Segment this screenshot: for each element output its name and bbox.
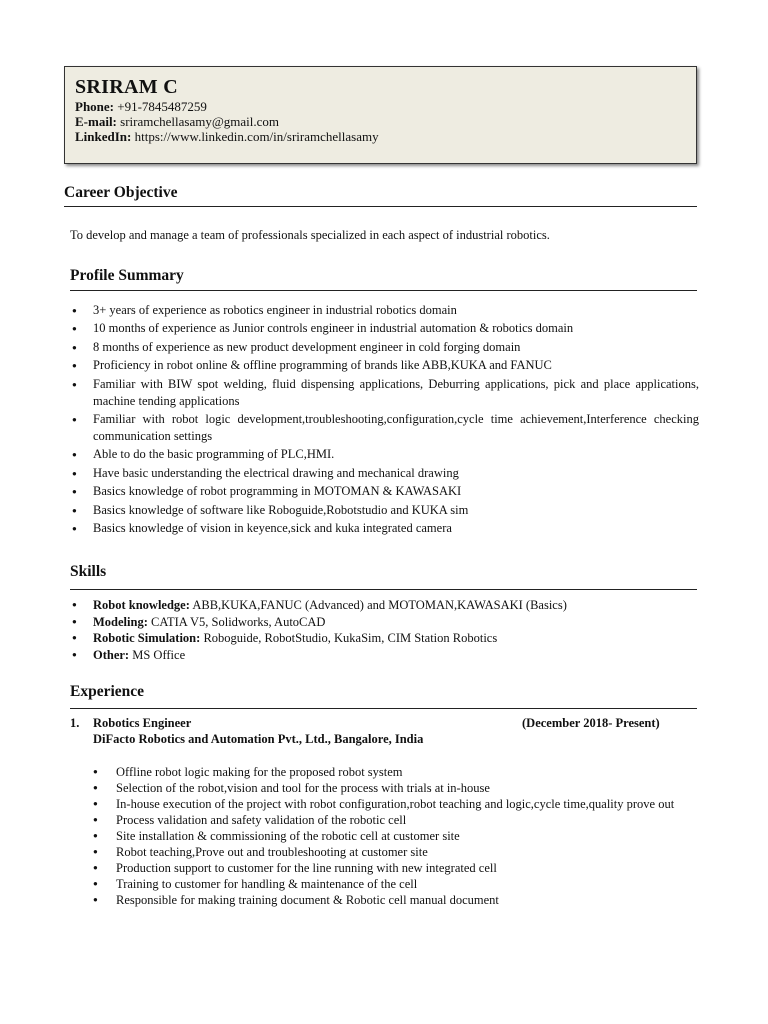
summary-item [70,502,699,519]
phone-line [75,99,696,114]
bullet-text: Familiar with robot logic development,troubleshooting,configuration,cycle time achievement,Interference checking communication settings [93,411,699,443]
bullet-icon: ● [72,649,77,659]
summary-item [70,320,699,337]
summary-item [70,483,699,500]
bullet-icon: ● [72,342,77,352]
career-objective-text: To develop and manage a team of professionals specialized in each aspect of industrial robotics. [70,228,550,242]
experience-heading: Experience [70,683,145,700]
bullet-icon: ● [72,414,77,424]
bullet-text: Basics knowledge of vision in keyence,sick and kuka integrated camera [93,520,452,535]
summary-item [70,520,699,537]
skill-label: Other: [93,647,130,662]
job-number: 1. [70,716,80,730]
bullet-icon: ● [93,847,98,856]
skill-value: Roboguide, RobotStudio, KukaSim, CIM Station Robotics [200,631,498,645]
bullet-icon: ● [72,505,77,515]
linkedin-label: LinkedIn: [75,129,132,144]
duty-item [93,812,699,828]
bullet-icon: ● [72,379,77,389]
bullet-text: Proficiency in robot online & offline programming of brands like ABB,KUKA and FANUC [93,358,552,373]
skill-value: CATIA V5, Solidworks, AutoCAD [147,614,326,629]
bullet-text: Basics knowledge of software like Roboguide,Robotstudio and KUKA sim [93,502,469,517]
bullet-icon: ● [93,799,98,808]
bullet-text: 3+ years of experience as robotics engineer in industrial robotics domain [93,303,457,317]
section-divider [70,589,697,590]
bullet-icon: ● [72,523,77,533]
job-role: Robotics Engineer [93,716,192,730]
phone-value: +91-7845487259 [117,99,207,114]
bullet-icon: ● [72,324,77,334]
bullet-icon: ● [93,879,98,888]
duty-item [93,796,699,812]
bullet-text: Robot teaching,Prove out and troubleshooting at customer site [116,845,428,859]
skill-item [70,614,699,631]
bullet-icon: ● [72,487,77,497]
summary-item [70,446,699,463]
section-divider [70,708,697,709]
skill-label: Robot knowledge: [93,598,190,612]
bullet-text: Responsible for making training document & Robotic cell manual document [116,893,499,907]
duty-item [93,780,699,796]
email-label: E-mail: [75,114,117,129]
skill-value: ABB,KUKA,FANUC (Advanced) and MOTOMAN,KAWASAKI (Basics) [189,598,567,612]
bullet-icon: ● [72,361,77,371]
summary-item [70,411,699,445]
bullet-text: Site installation & commissioning of the robotic cell at customer site [116,829,460,843]
bullet-text: Production support to customer for the line running with new integrated cell [116,861,497,875]
duty-item [93,844,699,860]
bullet-icon: ● [93,767,98,776]
profile-summary-heading: Profile Summary [70,267,184,284]
profile-summary-list [70,302,699,538]
job-period: (December 2018- Present) [522,716,660,730]
phone-label: Phone: [75,99,114,114]
skill-item [70,597,699,614]
bullet-text: In-house execution of the project with robot configuration,robot teaching and logic,cycle time,quality prove out [116,797,675,811]
bullet-icon: ● [72,633,77,642]
bullet-text: Able to do the basic programming of PLC,HMI. [93,447,335,462]
linkedin-value[interactable]: https://www.linkedin.com/in/sriramchellasamy [134,129,379,144]
contact-header [64,66,697,164]
email-line [75,114,696,129]
skills-list [70,597,699,663]
bullet-text: Offline robot logic making for the proposed robot system [116,765,403,779]
section-divider [70,290,697,291]
candidate-name: SRIRAM C [75,76,178,98]
skill-value: MS Office [129,647,186,662]
summary-item [70,357,699,374]
bullet-text: Familiar with BIW spot welding, fluid dispensing applications, Deburring applications, pick and place applications, machine tending applications [93,376,699,408]
email-value[interactable]: sriramchellasamy@gmail.com [120,114,280,129]
skill-item [70,630,699,647]
skill-item [70,647,699,664]
bullet-icon: ● [93,895,98,904]
job-duties-list [93,764,699,908]
bullet-text: Selection of the robot,vision and tool for the process with trials at in-house [116,781,490,795]
bullet-icon: ● [72,600,77,609]
bullet-icon: ● [72,616,77,626]
linkedin-line [75,129,696,144]
summary-item [70,376,699,410]
bullet-icon: ● [72,450,77,460]
bullet-icon: ● [72,306,77,315]
bullet-text: Process validation and safety validation of the robotic cell [116,813,407,827]
bullet-text: Basics knowledge of robot programming in MOTOMAN & KAWASAKI [93,484,462,499]
bullet-text: Have basic understanding the electrical drawing and mechanical drawing [93,465,459,480]
bullet-icon: ● [72,468,77,478]
duty-item [93,876,699,892]
summary-item [70,339,699,356]
bullet-icon: ● [93,783,98,792]
skill-label: Robotic Simulation: [93,631,201,645]
skill-label: Modeling: [93,614,148,629]
bullet-text: 10 months of experience as Junior controls engineer in industrial automation & robotics domain [93,321,574,336]
skills-heading: Skills [70,563,107,580]
bullet-text: Training to customer for handling & maintenance of the cell [116,877,418,891]
duty-item [93,764,699,780]
duty-item [93,860,699,876]
job-company: DiFacto Robotics and Automation Pvt., Ltd., Bangalore, India [93,732,424,746]
bullet-icon: ● [93,815,98,824]
bullet-icon: ● [93,863,98,872]
bullet-icon: ● [93,831,98,840]
bullet-text: 8 months of experience as new product development engineer in cold forging domain [93,339,521,354]
summary-item [70,302,699,319]
career-objective-heading: Career Objective [64,184,178,201]
duty-item [93,892,699,908]
duty-item [93,828,699,844]
section-divider [64,206,697,207]
summary-item [70,465,699,482]
